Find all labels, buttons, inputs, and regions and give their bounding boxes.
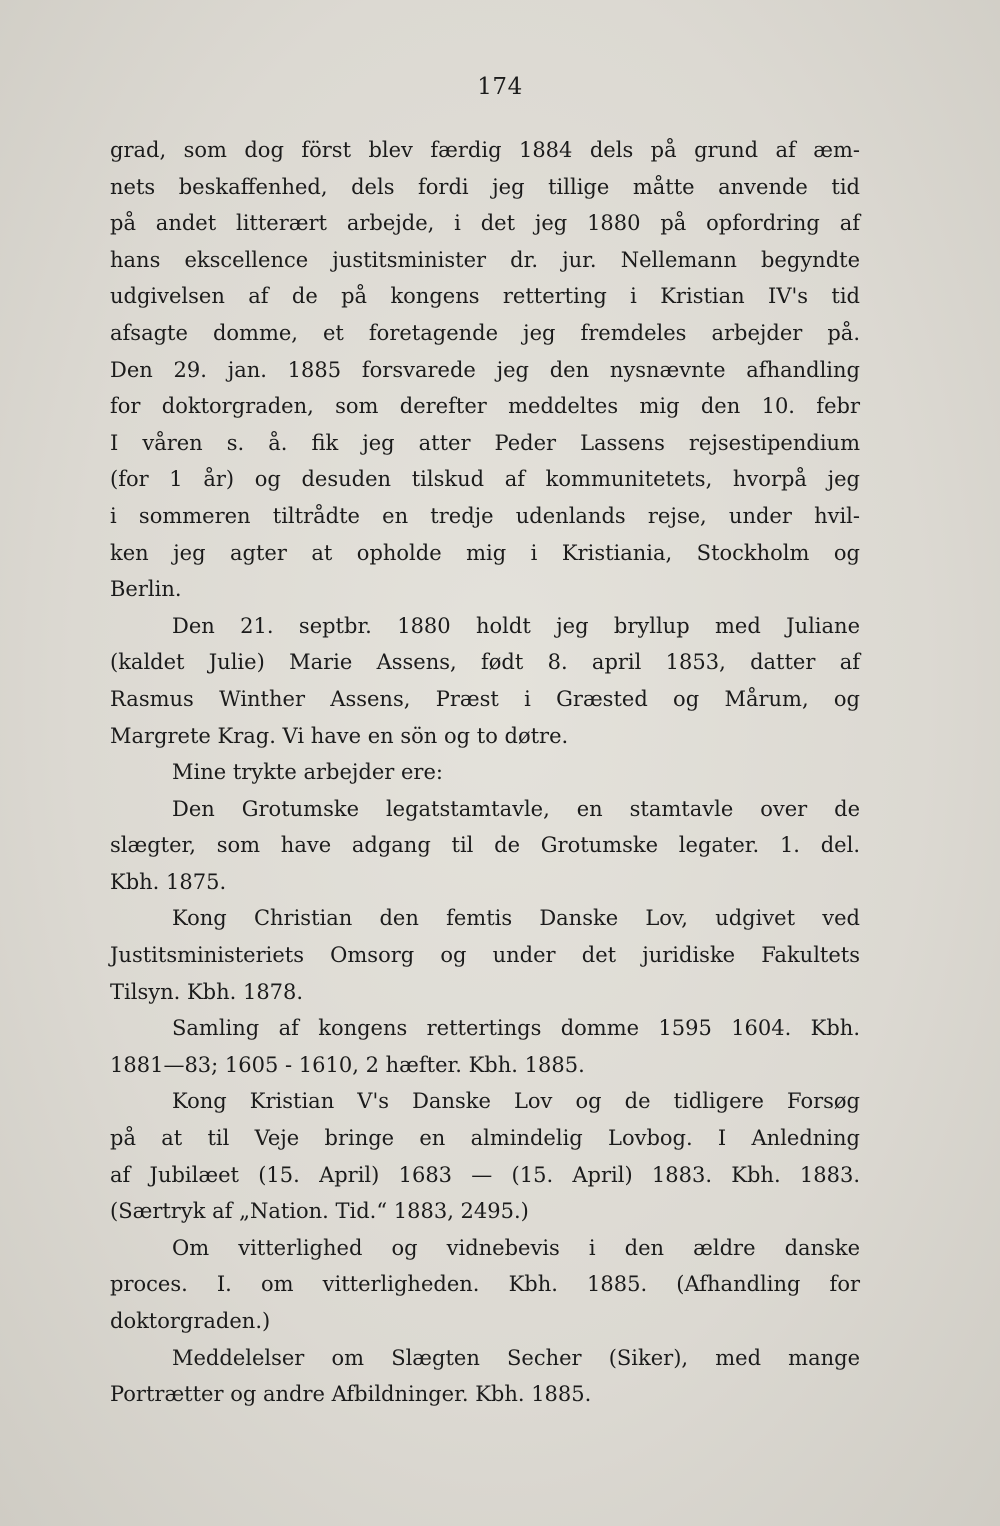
text-line: Om vitterlighed og vidnebevis i den ældre danske (172, 1235, 860, 1260)
text-line: af Jubilæet (15. April) 1683 — (15. April) 1883. Kbh. 1883. (110, 1162, 860, 1187)
text-line: grad, som dog först blev færdig 1884 dels på grund af æm- (110, 138, 860, 162)
text-line: Kong Kristian V's Danske Lov og de tidligere Forsøg (172, 1089, 860, 1114)
text-line: Berlin. (110, 577, 182, 602)
text-line: (kaldet Julie) Marie Assens, født 8. april 1853, datter af (110, 650, 860, 675)
text-line: på at til Veje bringe en almindelig Lovbog. I Anledning (110, 1126, 860, 1151)
text-line: Den Grotumske legatstamtavle, en stamtavle over de (172, 796, 860, 821)
text-line: Rasmus Winther Assens, Præst i Græsted og Mårum, og (110, 686, 860, 711)
body-text (110, 132, 860, 1413)
text-line: for doktorgraden, som derefter meddeltes mig den 10. febr (110, 394, 860, 419)
text-line: afsagte domme, et foretagende jeg fremdeles arbejder på. (110, 320, 860, 345)
text-line: doktorgraden.) (110, 1309, 271, 1333)
page-number: 174 (477, 74, 523, 100)
text-line: hans ekscellence justitsminister dr. jur. Nellemann begyndte (110, 247, 860, 272)
text-line: Portrætter og andre Afbildninger. Kbh. 1885. (110, 1382, 592, 1407)
text-line: ken jeg agter at opholde mig i Kristiania, Stockholm og (110, 540, 860, 565)
text-line: proces. I. om vitterligheden. Kbh. 1885. (Afhandling for (110, 1272, 860, 1297)
text-line: Kbh. 1875. (110, 869, 227, 894)
text-line: Kong Christian den femtis Danske Lov, udgivet ved (172, 906, 860, 931)
text-line: Margrete Krag. Vi have en sön og to døtre. (110, 723, 569, 748)
text-line: slægter, som have adgang til de Grotumske legater. 1. del. (110, 833, 860, 858)
text-line: på andet litterært arbejde, i det jeg 1880 på opfordring af (110, 211, 860, 236)
text-line: (Særtryk af „Nation. Tid.“ 1883, 2495.) (110, 1199, 529, 1224)
text-line: nets beskaffenhed, dels fordi jeg tillige måtte anvende tid (110, 174, 860, 199)
text-line: 1881—83; 1605 - 1610, 2 hæfter. Kbh. 1885. (110, 1052, 585, 1077)
text-line: i sommeren tiltrådte en tredje udenlands rejse, under hvil- (110, 503, 860, 528)
text-line: Samling af kongens rettertings domme 1595 1604. Kbh. (172, 1016, 860, 1041)
text-line: I våren s. å. fik jeg atter Peder Lassens rejsestipendium (110, 430, 860, 455)
text-line: Meddelelser om Slægten Secher (Siker), med mange (172, 1345, 860, 1370)
text-line: Tilsyn. Kbh. 1878. (110, 979, 304, 1004)
text-line: Den 29. jan. 1885 forsvarede jeg den nysnævnte afhandling (110, 357, 860, 382)
text-line: udgivelsen af de på kongens retterting i Kristian IV's tid (110, 284, 860, 309)
text-line: Den 21. septbr. 1880 holdt jeg bryllup med Juliane (172, 613, 860, 638)
text-line: (for 1 år) og desuden tilskud af kommunitetets, hvorpå jeg (110, 467, 860, 492)
text-line: Justitsministeriets Omsorg og under det juridiske Fakultets (110, 943, 860, 968)
text-line: Mine trykte arbejder ere: (172, 760, 443, 785)
